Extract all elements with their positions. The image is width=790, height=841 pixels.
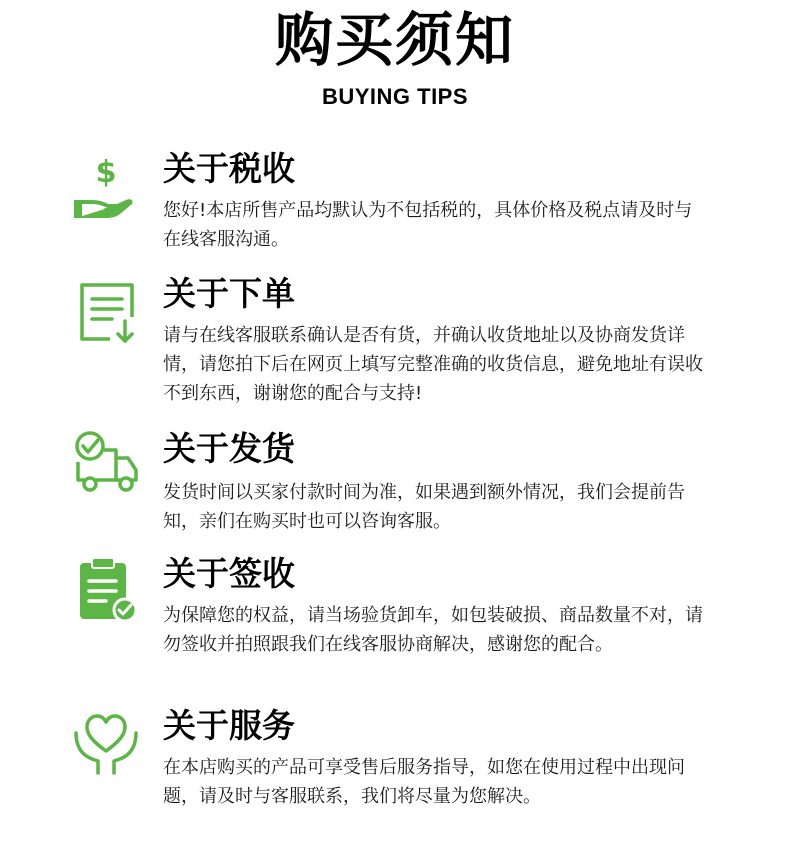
delivery-truck-icon xyxy=(70,426,142,498)
section-title: 关于签收 xyxy=(163,554,295,593)
heart-hands-icon xyxy=(70,707,142,779)
section-title: 关于服务 xyxy=(163,706,295,745)
section-body: 请与在线客服联系确认是否有货，并确认收货地址以及协商发货详情，请您拍下后在网页上填写完整准确的收货信息，避免地址有误收不到东西，谢谢您的配合与支持! xyxy=(163,325,703,404)
dollar-hand-icon xyxy=(70,152,142,224)
section-title: 关于税收 xyxy=(163,149,295,188)
svg-text:$: $ xyxy=(95,155,117,190)
section-body: 您好!本店所售产品均默认为不包括税的，具体价格及税点请及时与在线客服沟通。 xyxy=(163,200,693,250)
section-body: 发货时间以买家付款时间为准，如果遇到额外情况，我们会提前告知，亲们在购买时也可以咨询客服。 xyxy=(163,482,685,532)
section-body: 为保障您的权益，请当场验货卸车，如包装破损、商品数量不对，请勿签收并拍照跟我们在线客服协商解决，感谢您的配合。 xyxy=(163,605,703,655)
section-body: 在本店购买的产品可享受售后服务指导，如您在使用过程中出现问题，请及时与客服联系，我们将尽量为您解决。 xyxy=(163,757,685,807)
page-title: 购买须知 xyxy=(274,6,515,74)
page-header xyxy=(0,6,790,110)
section-title: 关于发货 xyxy=(163,429,295,468)
clipboard-check-icon xyxy=(70,555,142,627)
order-document-icon xyxy=(70,277,142,349)
section-title: 关于下单 xyxy=(163,274,295,313)
page-subtitle: BUYING TIPS xyxy=(321,84,469,109)
